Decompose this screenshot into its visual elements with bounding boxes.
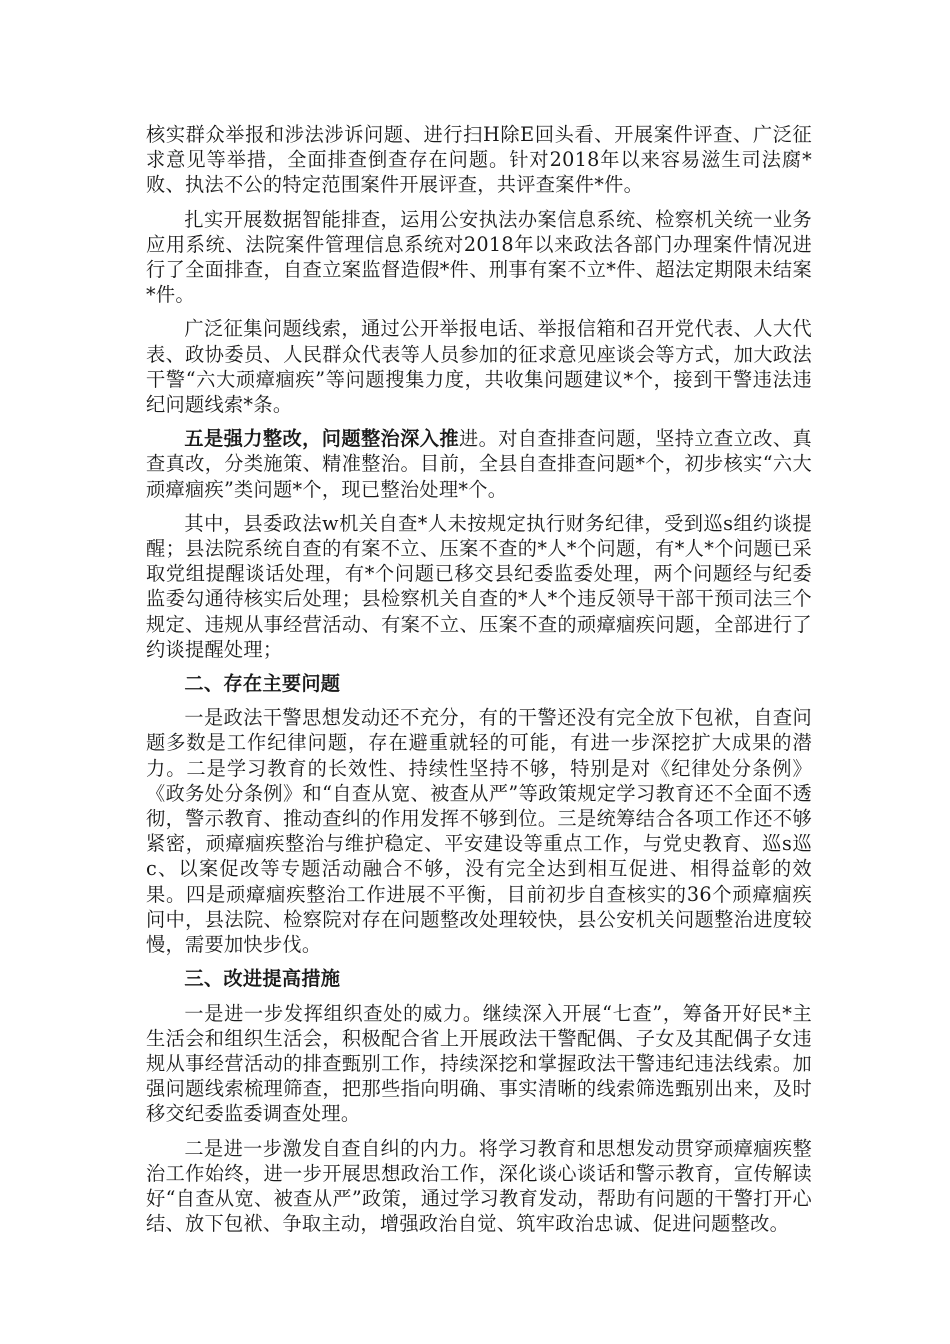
section-heading-problems: 二、存在主要问题	[184, 672, 341, 696]
section-heading-measures: 三、改进提高措施	[184, 967, 341, 991]
paragraph-5: 其中，县委政法w机关自查*人未按规定执行财务纪律，受到巡s组约谈提醒；县法院系统自查的有案不立、压案不查的*人*个问题，有*人*个问题已采取党组提醒谈话处理，有*个问题已移交县纪委监委处理，两个问题经与纪委监委勾通待核实后处理；县检察机关自查的*人*个违反领导干部干预司法三个规定、违规从事经营活动、有案不立、压案不查的顽瘴痼疾问题，全部进行了约谈提醒处理；	[146, 511, 812, 661]
document-body	[146, 122, 812, 1245]
paragraph-4-body: 进。对自查排查问题，坚持立查立改、真查真改，分类施策、精准整治。目前，全县自查排查问题*个，初步核实“六大顽瘴痼疾”类问题*个，现已整治处理*个。	[146, 427, 812, 501]
paragraph-2: 扎实开展数据智能排查，运用公安执法办案信息系统、检察机关统一业务应用系统、法院案件管理信息系统对2018年以来政法各部门办理案件情况进行了全面排查，自查立案监督造假*件、刑事有案不立*件、超法定期限未结案*件。	[146, 207, 812, 307]
paragraph-8: 二是进一步激发自查自纠的内力。将学习教育和思想发动贯穿顽瘴痼疾整治工作始终，进一步开展思想政治工作，深化谈心谈话和警示教育，宣传解读好“自查从宽、被查从严”政策，通过学习教育发动，帮助有问题的干警打开心结、放下包袱、争取主动，增强政治自觉、筑牢政治忠诚、促进问题整改。	[146, 1136, 812, 1236]
paragraph-1: 核实群众举报和涉法涉诉问题、进行扫H除E回头看、开展案件评查、广泛征求意见等举措，全面排查倒查存在问题。针对2018年以来容易滋生司法腐*败、执法不公的特定范围案件开展评查，共评查案件*件。	[146, 123, 812, 197]
paragraph-4-lead: 五是强力整改，问题整治深入推	[184, 427, 460, 451]
paragraph-6: 一是政法干警思想发动还不充分，有的干警还没有完全放下包袱，自查问题多数是工作纪律问题，存在避重就轻的可能，有进一步深挖扩大成果的潜力。二是学习教育的长效性、持续性坚持不够，特别是对《纪律处分条例》《政务处分条例》和“自查从宽、被查从严”等政策规定学习教育还不全面不透彻，警示教育、推动查纠的作用发挥不够到位。三是统筹结合各项工作还不够紧密，顽瘴痼疾整治与维护稳定、平安建设等重点工作，与党史教育、巡s巡c、以案促改等专题活动融合不够，没有完全达到相互促进、相得益彰的效果。四是顽瘴痼疾整治工作进展不平衡，目前初步自查核实的36个顽瘴痼疾问中，县法院、检察院对存在问题整改处理较快，县公安机关问题整治进度较慢，需要加快步伐。	[146, 706, 812, 957]
paragraph-3: 广泛征集问题线索，通过公开举报电话、举报信箱和召开党代表、人大代表、政协委员、人民群众代表等人员参加的征求意见座谈会等方式，加大政法干警“六大顽瘴痼疾”等问题搜集力度，共收集问题建议*个，接到干警违法违纪问题线索*条。	[146, 317, 812, 417]
paragraph-4	[146, 426, 812, 502]
paragraph-7: 一是进一步发挥组织查处的威力。继续深入开展“七查”，筹备开好民*主生活会和组织生活会，积极配合省上开展政法干警配偶、子女及其配偶子女违规从事经营活动的排查甄别工作，持续深挖和掌握政法干警违纪违法线索。加强问题线索梳理筛查，把那些指向明确、事实清晰的线索筛选甄别出来，及时移交纪委监委调查处理。	[146, 1001, 812, 1126]
